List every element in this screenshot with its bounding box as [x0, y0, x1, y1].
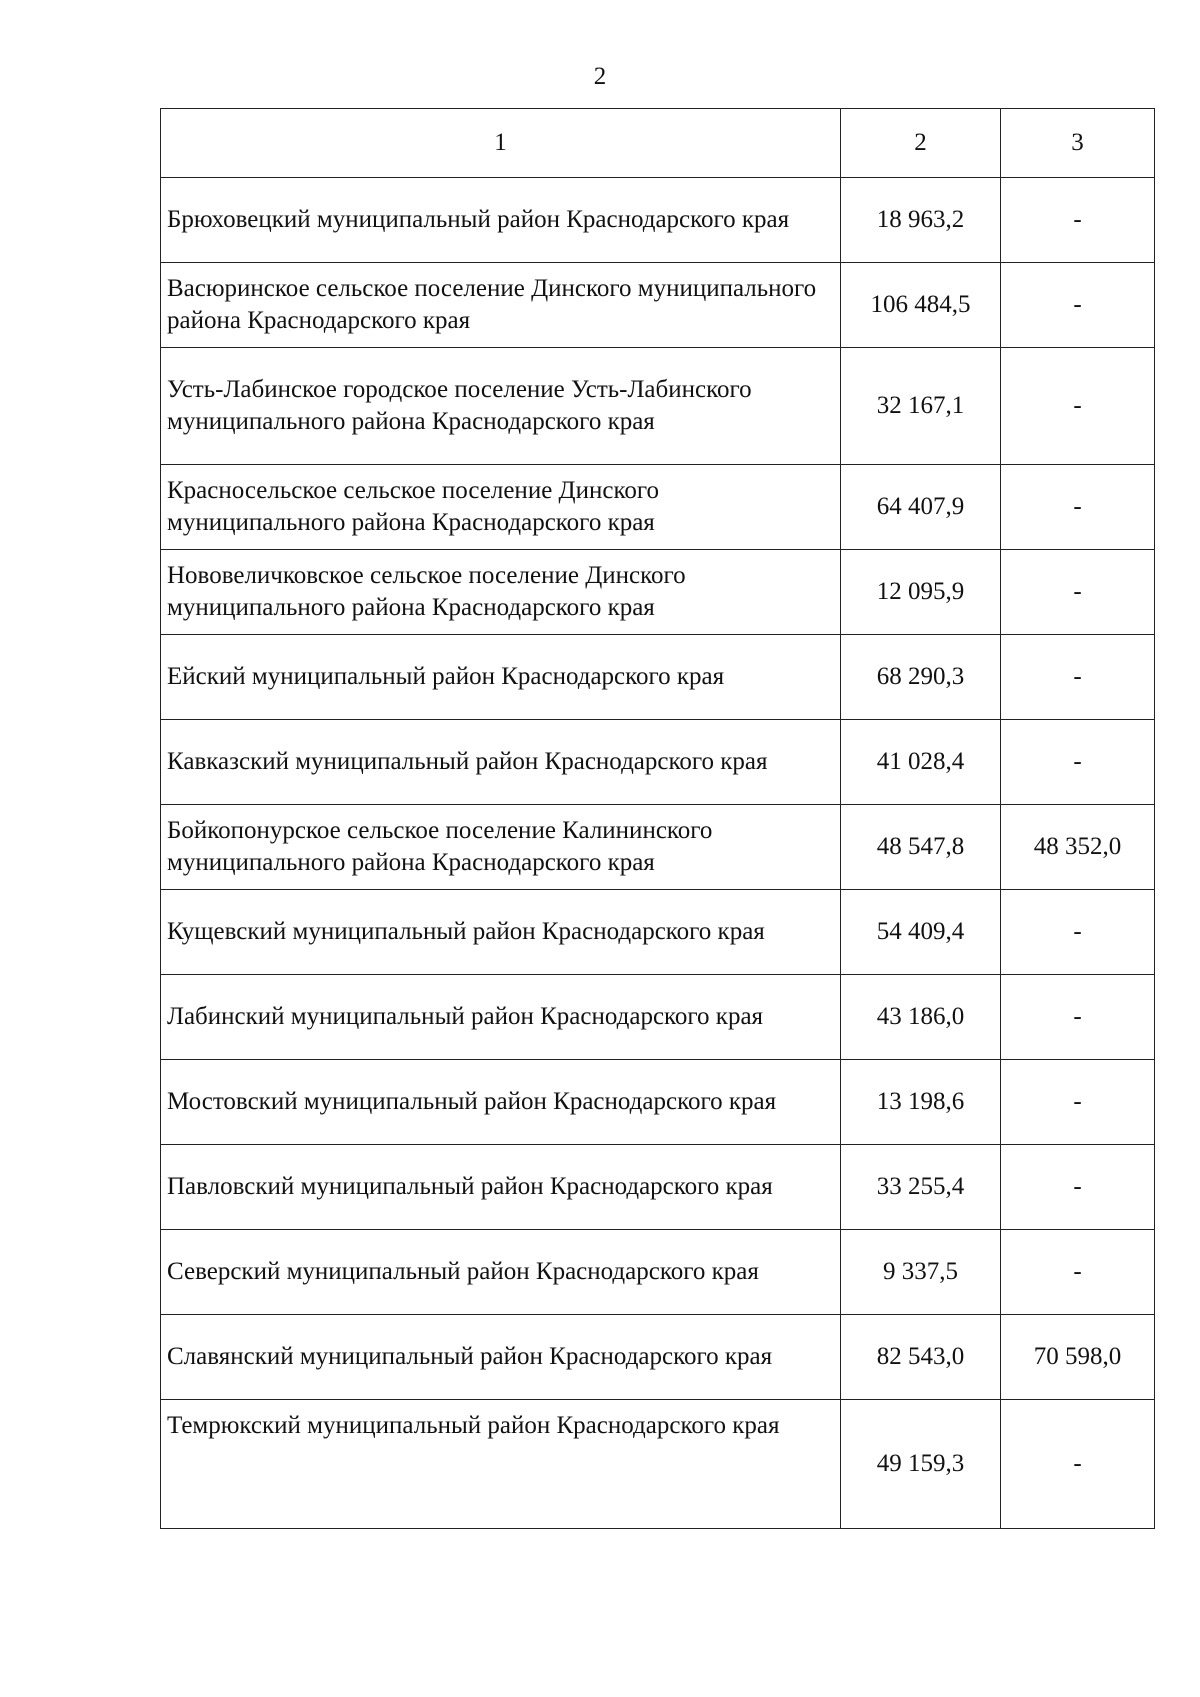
column-header-3: 3: [1001, 109, 1155, 178]
column-3-value: -: [1001, 1230, 1155, 1315]
table-row: [161, 550, 1155, 635]
table-header-row: [161, 109, 1155, 178]
table-row: [161, 720, 1155, 805]
column-3-value: 48 352,0: [1001, 805, 1155, 890]
table-row: [161, 178, 1155, 263]
municipality-name: Павловский муниципальный район Краснодарского края: [161, 1145, 841, 1230]
municipality-name: Усть-Лабинское городское поселение Усть-Лабинского муниципального района Краснодарского края: [161, 348, 841, 465]
municipality-name: Славянский муниципальный район Краснодарского края: [161, 1315, 841, 1400]
column-3-value: -: [1001, 550, 1155, 635]
amount-value: 54 409,4: [841, 890, 1001, 975]
column-3-value: -: [1001, 1060, 1155, 1145]
amount-value: 13 198,6: [841, 1060, 1001, 1145]
municipality-name: Темрюкский муниципальный район Краснодарского края: [161, 1400, 841, 1529]
amount-value: 32 167,1: [841, 348, 1001, 465]
amount-value: 49 159,3: [841, 1400, 1001, 1529]
municipality-name: Кавказский муниципальный район Краснодарского края: [161, 720, 841, 805]
column-3-value: -: [1001, 263, 1155, 348]
table-row: [161, 465, 1155, 550]
column-3-value: -: [1001, 178, 1155, 263]
amount-value: 68 290,3: [841, 635, 1001, 720]
column-3-value: -: [1001, 465, 1155, 550]
amount-value: 64 407,9: [841, 465, 1001, 550]
table-row: [161, 975, 1155, 1060]
municipality-name: Бойкопонурское сельское поселение Калининского муниципального района Краснодарского края: [161, 805, 841, 890]
column-header-2: 2: [841, 109, 1001, 178]
column-3-value: -: [1001, 1145, 1155, 1230]
municipality-name: Нововеличковское сельское поселение Динского муниципального района Краснодарского края: [161, 550, 841, 635]
column-3-value: -: [1001, 720, 1155, 805]
table-row: [161, 805, 1155, 890]
table-row: [161, 263, 1155, 348]
table-row: [161, 1315, 1155, 1400]
amount-value: 82 543,0: [841, 1315, 1001, 1400]
column-3-value: -: [1001, 348, 1155, 465]
column-3-value: -: [1001, 975, 1155, 1060]
amount-value: 12 095,9: [841, 550, 1001, 635]
budget-table: [160, 108, 1155, 1529]
column-3-value: -: [1001, 635, 1155, 720]
column-3-value: 70 598,0: [1001, 1315, 1155, 1400]
table-row: [161, 348, 1155, 465]
amount-value: 48 547,8: [841, 805, 1001, 890]
municipality-name: Северский муниципальный район Краснодарского края: [161, 1230, 841, 1315]
table-row: [161, 1230, 1155, 1315]
table-row: [161, 1400, 1155, 1529]
municipality-name: Кущевский муниципальный район Краснодарского края: [161, 890, 841, 975]
amount-value: 41 028,4: [841, 720, 1001, 805]
municipality-name: Лабинский муниципальный район Краснодарского края: [161, 975, 841, 1060]
amount-value: 106 484,5: [841, 263, 1001, 348]
amount-value: 9 337,5: [841, 1230, 1001, 1315]
municipality-name: Красносельское сельское поселение Динского муниципального района Краснодарского края: [161, 465, 841, 550]
municipality-name: Васюринское сельское поселение Динского муниципального района Краснодарского края: [161, 263, 841, 348]
amount-value: 33 255,4: [841, 1145, 1001, 1230]
column-3-value: -: [1001, 1400, 1155, 1529]
amount-value: 43 186,0: [841, 975, 1001, 1060]
column-3-value: -: [1001, 890, 1155, 975]
municipality-name: Ейский муниципальный район Краснодарского края: [161, 635, 841, 720]
column-header-1: 1: [161, 109, 841, 178]
page-number: 2: [593, 63, 607, 90]
table-row: [161, 890, 1155, 975]
municipality-name: Мостовский муниципальный район Краснодарского края: [161, 1060, 841, 1145]
table-row: [161, 635, 1155, 720]
municipality-name: Брюховецкий муниципальный район Краснодарского края: [161, 178, 841, 263]
table-row: [161, 1060, 1155, 1145]
amount-value: 18 963,2: [841, 178, 1001, 263]
table-row: [161, 1145, 1155, 1230]
